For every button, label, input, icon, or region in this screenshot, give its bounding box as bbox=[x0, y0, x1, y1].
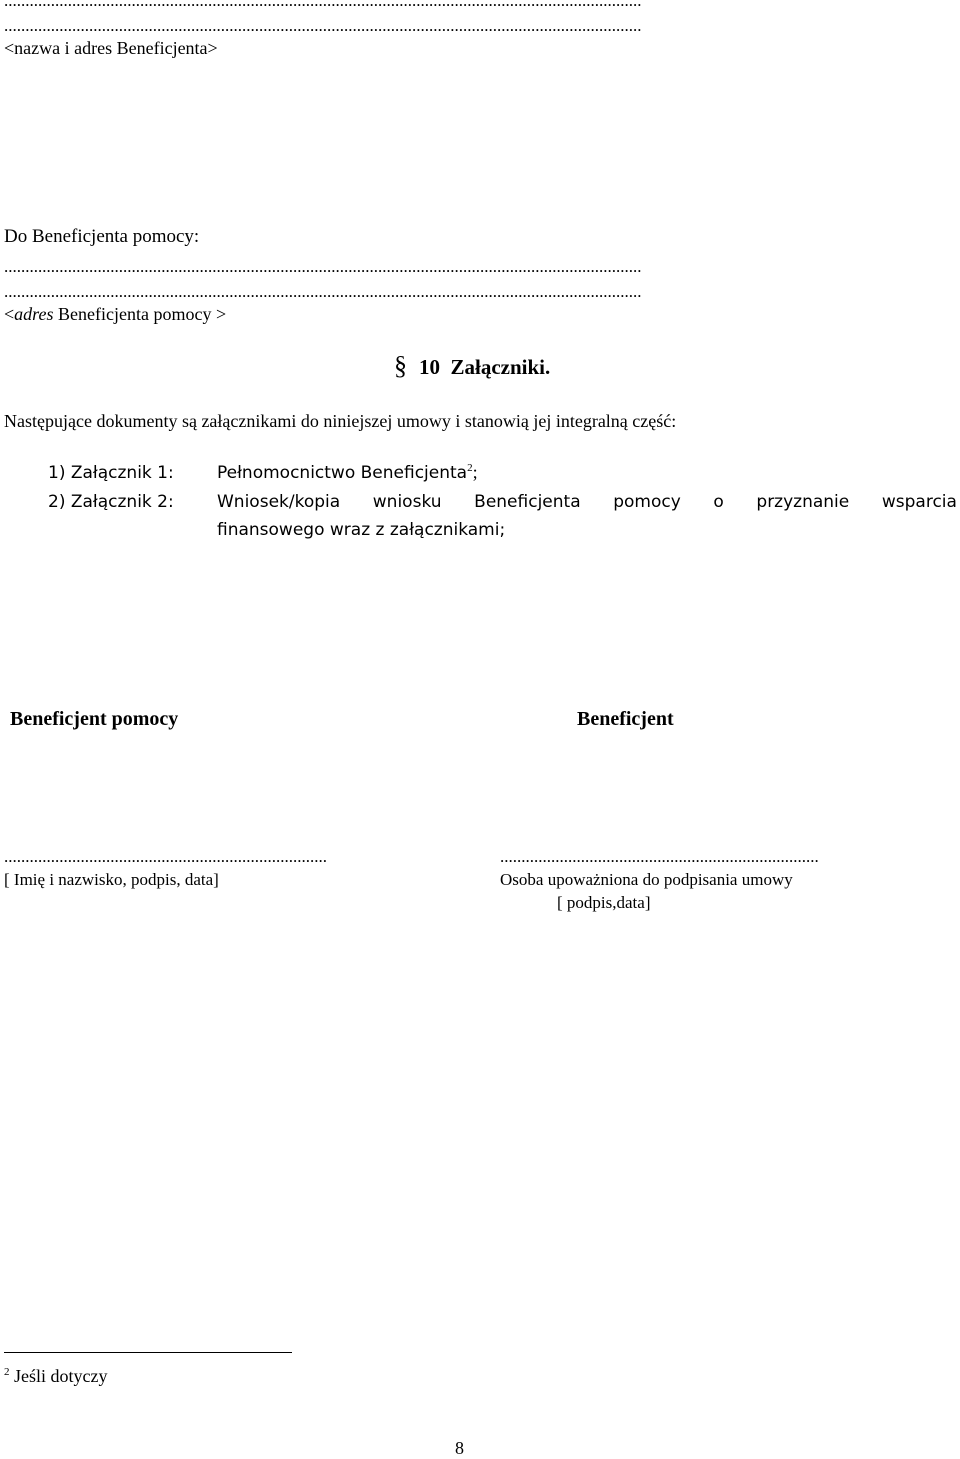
footnote-ref: 2 bbox=[467, 462, 473, 474]
attachment-2-word: Wniosek/kopia bbox=[217, 492, 341, 512]
address-open-bracket: < bbox=[4, 304, 15, 324]
attachment-2-line-2: finansowego wraz z załącznikami; bbox=[217, 520, 506, 540]
header-dots-line-1 bbox=[4, 0, 794, 9]
recipient-address-placeholder bbox=[4, 304, 226, 326]
section-heading bbox=[394, 351, 550, 381]
signature-right-caption-1: Osoba upoważniona do podpisania umowy bbox=[500, 870, 793, 889]
page-number: 8 bbox=[455, 1438, 464, 1458]
signature-left-caption: [ Imię i nazwisko, podpis, data] bbox=[4, 870, 219, 889]
attachment-2-word: Beneficjenta bbox=[474, 492, 581, 512]
attachment-2-number: 2) Załącznik 2: bbox=[48, 492, 174, 512]
footnote-mark: 2 bbox=[4, 1366, 10, 1378]
address-rest: Beneficjenta pomocy > bbox=[53, 304, 227, 324]
section-title: Załączniki. bbox=[450, 355, 551, 379]
attachment-2-line-1 bbox=[217, 492, 957, 512]
attachment-2-word: pomocy bbox=[613, 492, 681, 512]
attachment-2-word: o bbox=[713, 492, 724, 512]
intro-paragraph: Następujące dokumenty są załącznikami do niniejszej umowy i stanowią jej integralną część: bbox=[4, 411, 677, 431]
attachment-2-word: wsparcia bbox=[881, 492, 957, 512]
section-symbol: § bbox=[394, 351, 407, 380]
attachment-2-word: przyznanie bbox=[756, 492, 850, 512]
header-dots-line-2: ...................................................................................................................................................... bbox=[4, 17, 642, 34]
signature-left-dots: ............................................................................ bbox=[4, 848, 327, 865]
beneficiary-name-address-placeholder: <nazwa i adres Beneficjenta> bbox=[4, 38, 218, 58]
signature-right-title: Beneficjent bbox=[577, 708, 674, 730]
recipient-dots-line-1: ...................................................................................................................................................... bbox=[4, 258, 642, 275]
section-number: 10 bbox=[419, 355, 440, 379]
attachment-1-text bbox=[217, 462, 478, 484]
footnote-text: Jeśli dotyczy bbox=[14, 1366, 108, 1386]
attachment-1-suffix: ; bbox=[472, 462, 478, 482]
attachment-1-label: Pełnomocnictwo Beneficjenta bbox=[217, 463, 468, 483]
signature-right-dots: ........................................................................... bbox=[500, 848, 819, 865]
recipient-dots-line-2: ...................................................................................................................................................... bbox=[4, 283, 642, 300]
signature-right-caption-2: [ podpis,data] bbox=[557, 893, 651, 912]
footnote bbox=[4, 1366, 107, 1387]
address-italic-word: adres bbox=[14, 304, 54, 324]
footnote-separator bbox=[4, 1352, 292, 1353]
recipient-label: Do Beneficjenta pomocy: bbox=[4, 226, 200, 247]
attachment-2-word: wniosku bbox=[372, 492, 442, 512]
attachment-1-number: 1) Załącznik 1: bbox=[48, 463, 174, 483]
signature-left-title: Beneficjent pomocy bbox=[10, 708, 179, 730]
